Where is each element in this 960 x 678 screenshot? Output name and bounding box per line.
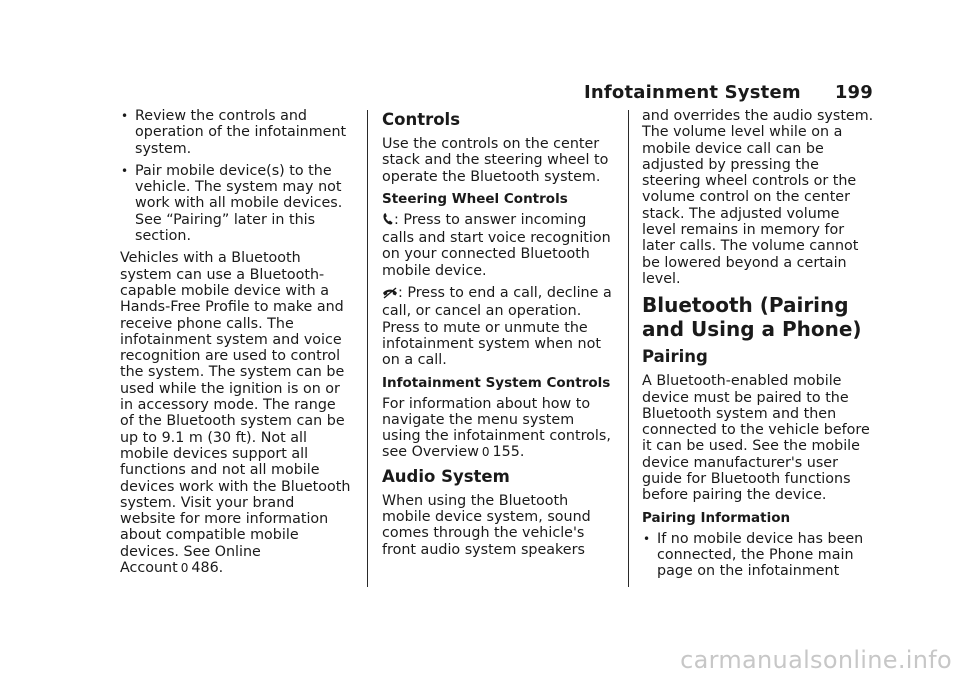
pairing-paragraph: A Bluetooth-enabled mobile device must be paired to the Bluetooth system and then connected to the vehicle before it can be used. See the mobile device manufacturer's user guide for Bluetooth functions before pairing the device. [642, 373, 870, 504]
column-divider-2 [628, 110, 629, 587]
bluetooth-section-heading: Bluetooth (Pairing and Using a Phone) [642, 293, 862, 342]
controls-heading: Controls [382, 110, 461, 129]
pairing-information-heading: Pairing Information [642, 509, 791, 526]
controls-paragraph: Use the controls on the center stack and the steering wheel to operate the Bluetooth system. [382, 136, 609, 185]
phone-end-icon [382, 287, 398, 303]
infotainment-controls-paragraph: For information about how to navigate the menu system using the infotainment controls, see Overview 0 155. [382, 395, 611, 461]
answer-call-paragraph: : Press to answer incoming calls and start voice recognition on your connected Bluetooth mobile device. [382, 211, 611, 279]
page-reference-link[interactable]: 155. [492, 444, 525, 461]
page-number: 199 [834, 82, 873, 103]
page-reference-icon: 0 [180, 561, 189, 576]
page-reference-icon: 0 [481, 445, 490, 460]
bullet-icon: • [121, 109, 129, 123]
page-header [584, 82, 873, 103]
audio-system-paragraph: When using the Bluetooth mobile device system, sound comes through the vehicle's front audio system speakers [382, 492, 591, 558]
intro-bullet-list [120, 108, 352, 244]
column-3 [642, 108, 878, 586]
bullet-icon: • [643, 531, 651, 546]
column-2 [382, 108, 617, 564]
audio-continued-paragraph: and overrides the audio system. The volume level while on a mobile device call can be adjusted by pressing the steering wheel controls or the volume control on the center stack. The adjusted volume level remains in memory for later calls. The volume cannot be lowered beyond a certain level. [642, 108, 874, 287]
column-divider-1 [367, 110, 368, 587]
bullet-icon: • [121, 163, 129, 178]
audio-system-heading: Audio System [382, 466, 510, 486]
watermark: carmanualsonline.info [680, 646, 952, 674]
page-reference-link[interactable]: 486. [191, 560, 224, 577]
header-title: Infotainment System [583, 82, 801, 103]
steering-wheel-controls-heading: Steering Wheel Controls [382, 190, 568, 207]
list-item: • Pair mobile device(s) to the vehicle. The system may not work with all mobile devices. See “Pairing” later in this section. [121, 162, 343, 245]
phone-answer-icon [382, 212, 394, 230]
list-item: • Review the controls and operation of the infotainment system. [121, 108, 347, 157]
bluetooth-intro-paragraph: Vehicles with a Bluetooth system can use a Bluetooth-capable mobile device with a Hands-Free Profile to make and receive phone calls. The infotainment system and voice recognition are used to control the system. The system can be used while the ignition is on or in accessory mode. The range of the Bluetooth system can be up to 9.1 m (30 ft). Not all mobile devices support all functions and not all mobile devices work with the Bluetooth system. Visit your brand website for more information about compatible mobile devices. See Online Account 0 486. [120, 250, 351, 577]
column-1 [120, 108, 352, 582]
end-call-paragraph: : Press to end a call, decline a call, or cancel an operation. Press to mute or unmute the infotainment system when not on a call. [382, 285, 612, 369]
pairing-bullet-list [642, 531, 878, 580]
list-item: • If no mobile device has been connected, the Phone main page on the infotainment [643, 530, 864, 580]
infotainment-controls-heading: Infotainment System Controls [382, 374, 611, 391]
pairing-heading: Pairing [642, 347, 708, 367]
